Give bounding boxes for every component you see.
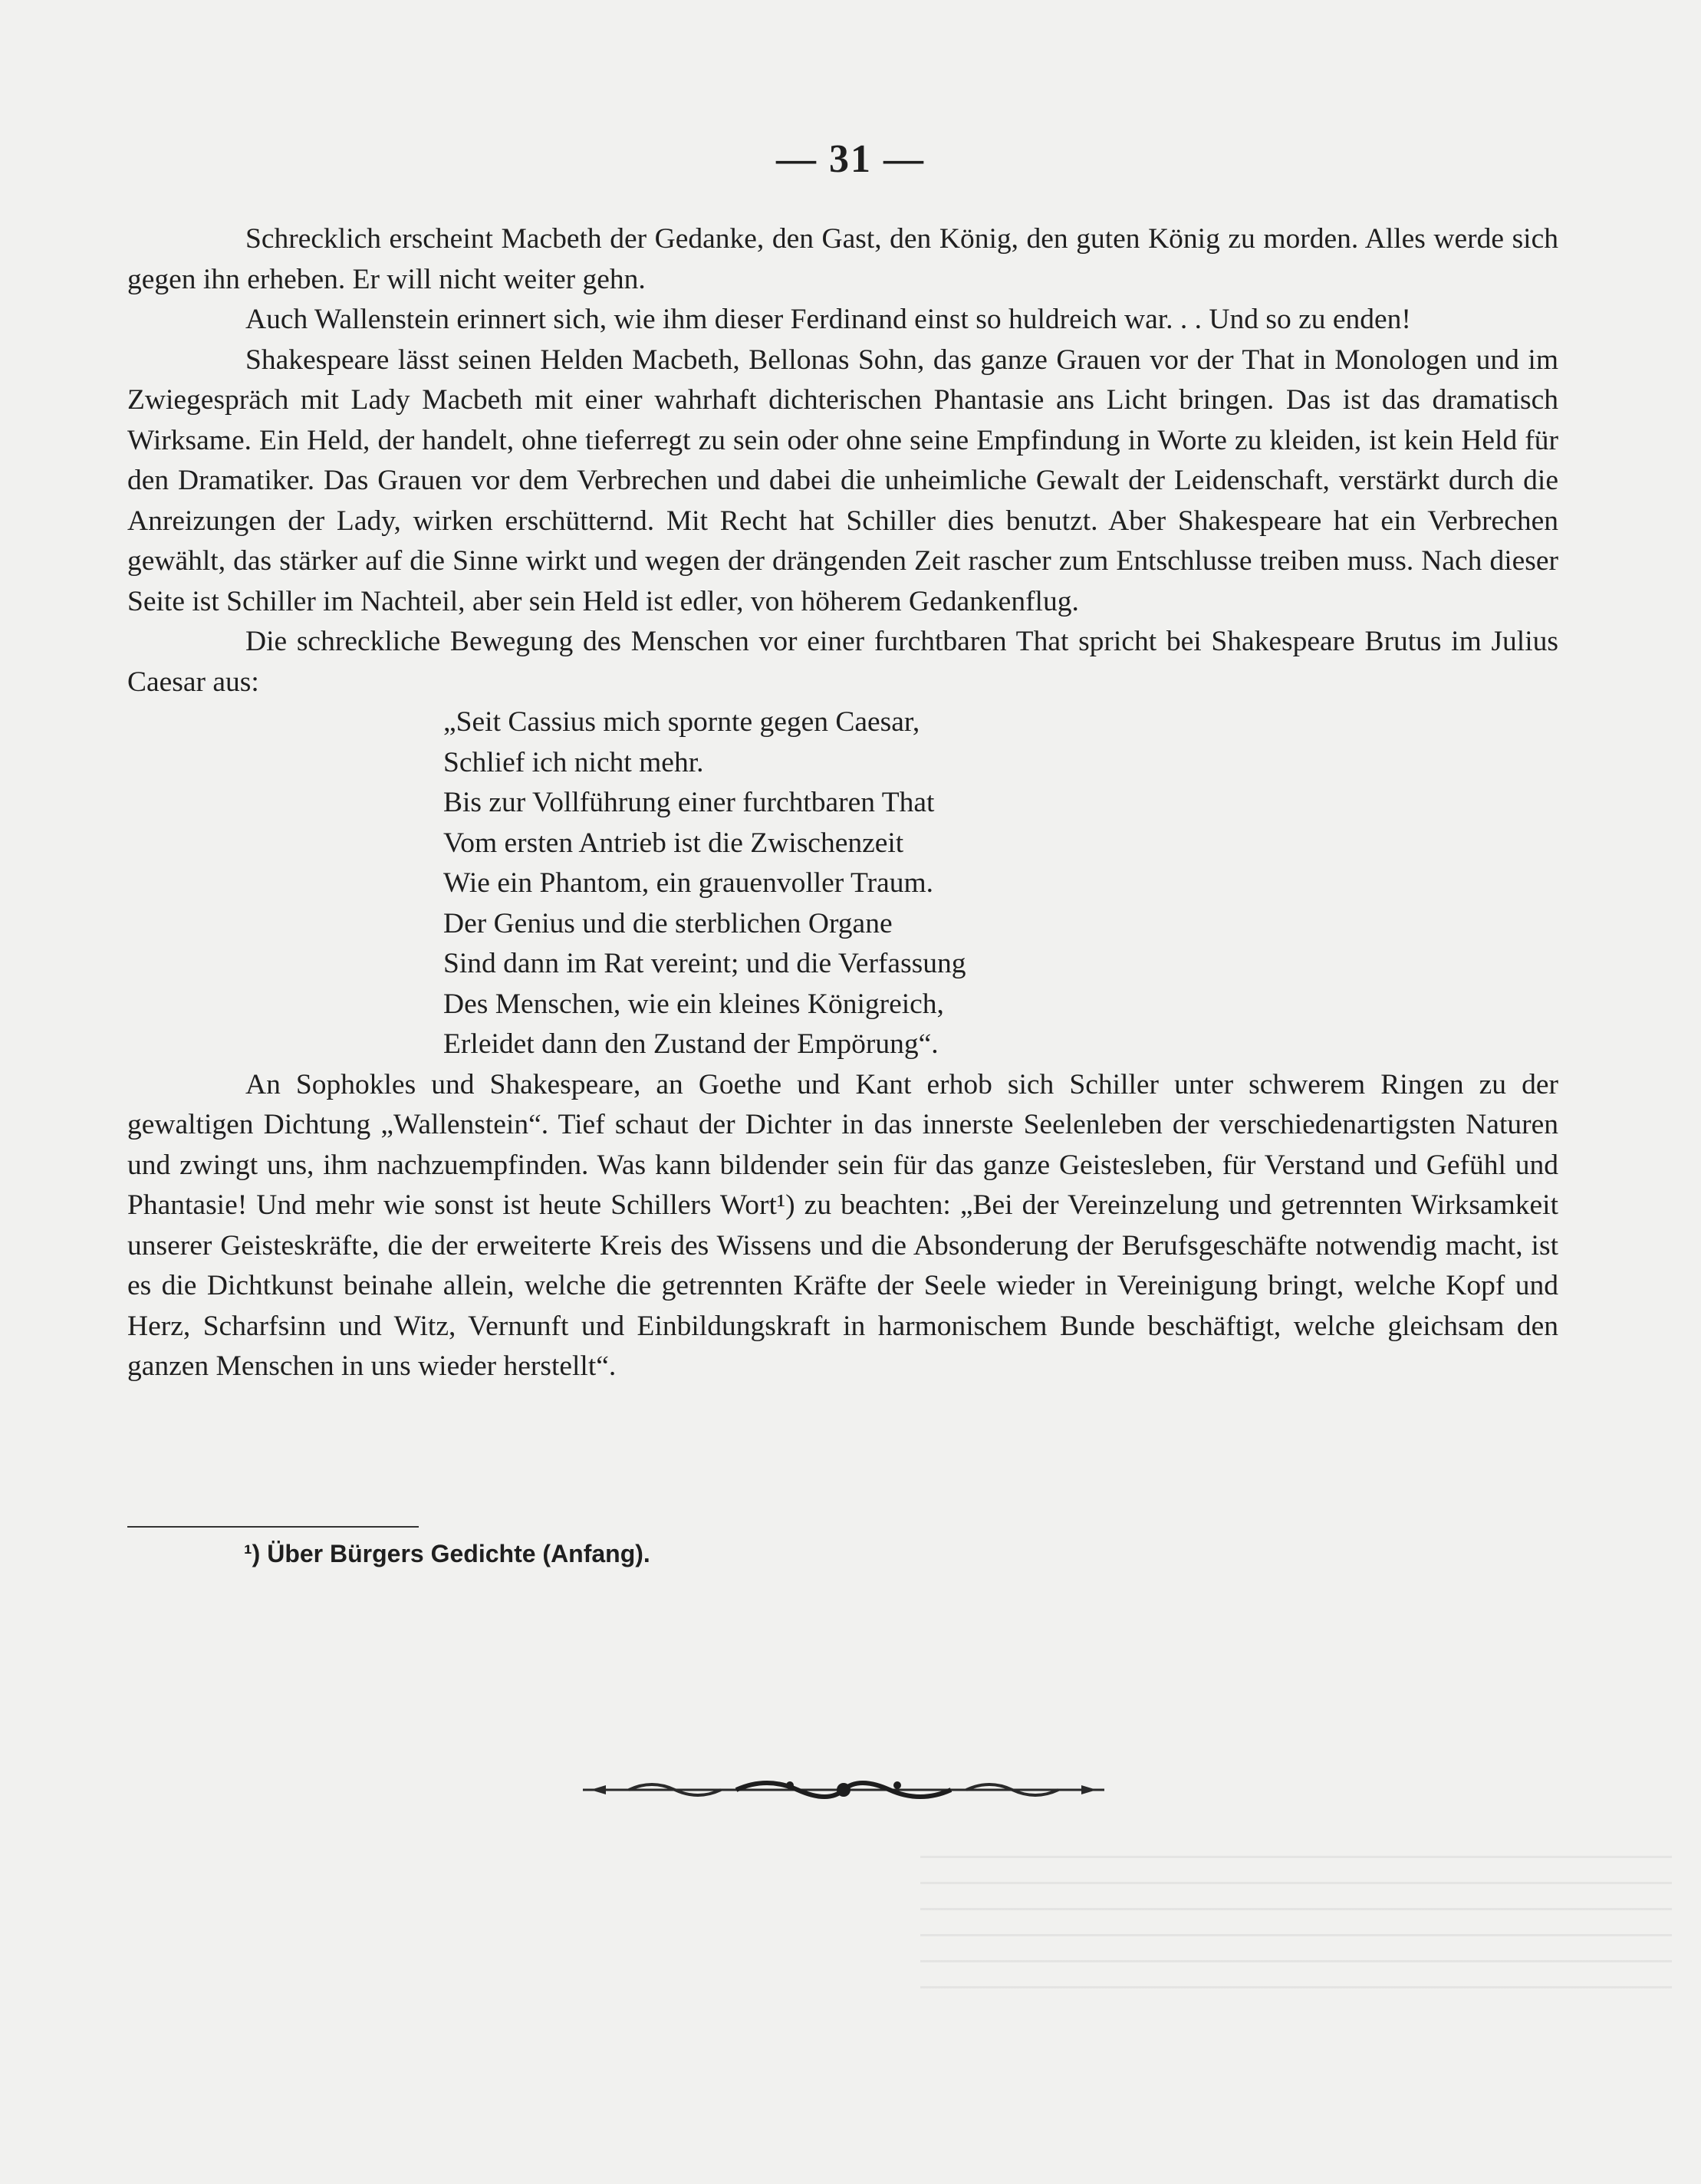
page-number: — 31 — [776,137,925,181]
paragraph-1: Schrecklich erscheint Macbeth der Gedanke, den Gast, den König, den guten König zu morden. Alles werde sich gegen ihn erheben. Er will nicht weiter gehn. [127,223,1558,295]
footnote: ¹) Über Bürgers Gedichte (Anfang). [244,1540,650,1567]
paragraph-2: Auch Wallenstein erinnert sich, wie ihm dieser Ferdinand einst so huldreich war. . . Und so zu enden! [245,304,1411,335]
verse-quote [443,702,1558,1065]
paragraph-5: An Sophokles und Shakespeare, an Goethe und Kant erhob sich Schiller unter schwerem Ringen zu der gewaltigen Dichtung „Wallenstein“. Tief schaut der Dichter in das innerste Seelenleben der verschiedenartigsten Naturen und zwingt uns, ihm nachzuempfinden. Was kann bildender sein für das ganze Geistesleben, für Verstand und Gefühl und Phantasie! Und mehr wie sonst ist heute Schillers Wort¹) zu beachten: „Bei der Vereinzelung und getrennten Wirksamkeit unserer Geisteskräfte, die der erweiterte Kreis des Wissens und die Absonderung der Berufsgeschäfte notwendig macht, ist es die Dichtkunst beinahe allein, welche die getrennten Kräfte der Seele wieder in Vereinigung bringt, welche Kopf und Herz, Scharfsinn und Witz, Vernunft und Einbildungskraft in harmonischem Bunde beschäftigt, welche gleichsam den ganzen Menschen in uns wieder herstellt“. [127,1068,1558,1382]
bleed-through-texture [920,1856,1672,2009]
paragraph-3: Shakespeare lässt seinen Helden Macbeth, Bellonas Sohn, das ganze Grauen vor der That in Monologen und im Zwiegespräch mit Lady Macbeth mit einer wahrhaft dichterischen Phantasie ans Licht bringen. Das ist das dramatisch Wirksame. Ein Held, der handelt, ohne tieferregt zu sein oder ohne seine Empfindung in Worte zu kleiden, ist kein Held für den Dramatiker. Das Grauen vor dem Verbrechen und dabei die unheimliche Gewalt der Leidenschaft, verstärkt durch die Anreizungen der Lady, wirken erschütternd. Mit Recht hat Schiller dies benutzt. Aber Shakespeare hat ein Verbrechen gewählt, das stärker auf die Sinne wirkt und wegen der drängenden Zeit rascher zum Entschlusse treiben muss. Nach dieser Seite ist Schiller im Nachteil, aber sein Held ist edler, von höherem Gedankenflug. [127,344,1558,617]
verse-line: Erleidet dann den Zustand der Empörung“. [443,1028,939,1060]
verse-line: Der Genius und die sterblichen Organe [443,907,893,939]
verse-line: Vom ersten Antrieb ist die Zwischenzeit [443,827,904,859]
verse-line: Bis zur Vollführung einer furchtbaren That [443,787,935,818]
footnote-rule [127,1526,419,1528]
verse-line: Wie ein Phantom, ein grauenvoller Traum. [443,867,934,899]
verse-line: Des Menschen, wie ein kleines Königreich, [443,988,944,1020]
paragraph-4: Die schreckliche Bewegung des Menschen vor einer furchtbaren That spricht bei Shakespeare Brutus im Julius Caesar aus: [127,626,1558,698]
ornament-divider-icon [583,1773,1104,1804]
verse-line: Schlief ich nicht mehr. [443,746,704,778]
verse-line: „Seit Cassius mich spornte gegen Caesar, [443,706,920,738]
verse-line: Sind dann im Rat vereint; und die Verfassung [443,948,966,979]
body-text [127,219,1558,1387]
